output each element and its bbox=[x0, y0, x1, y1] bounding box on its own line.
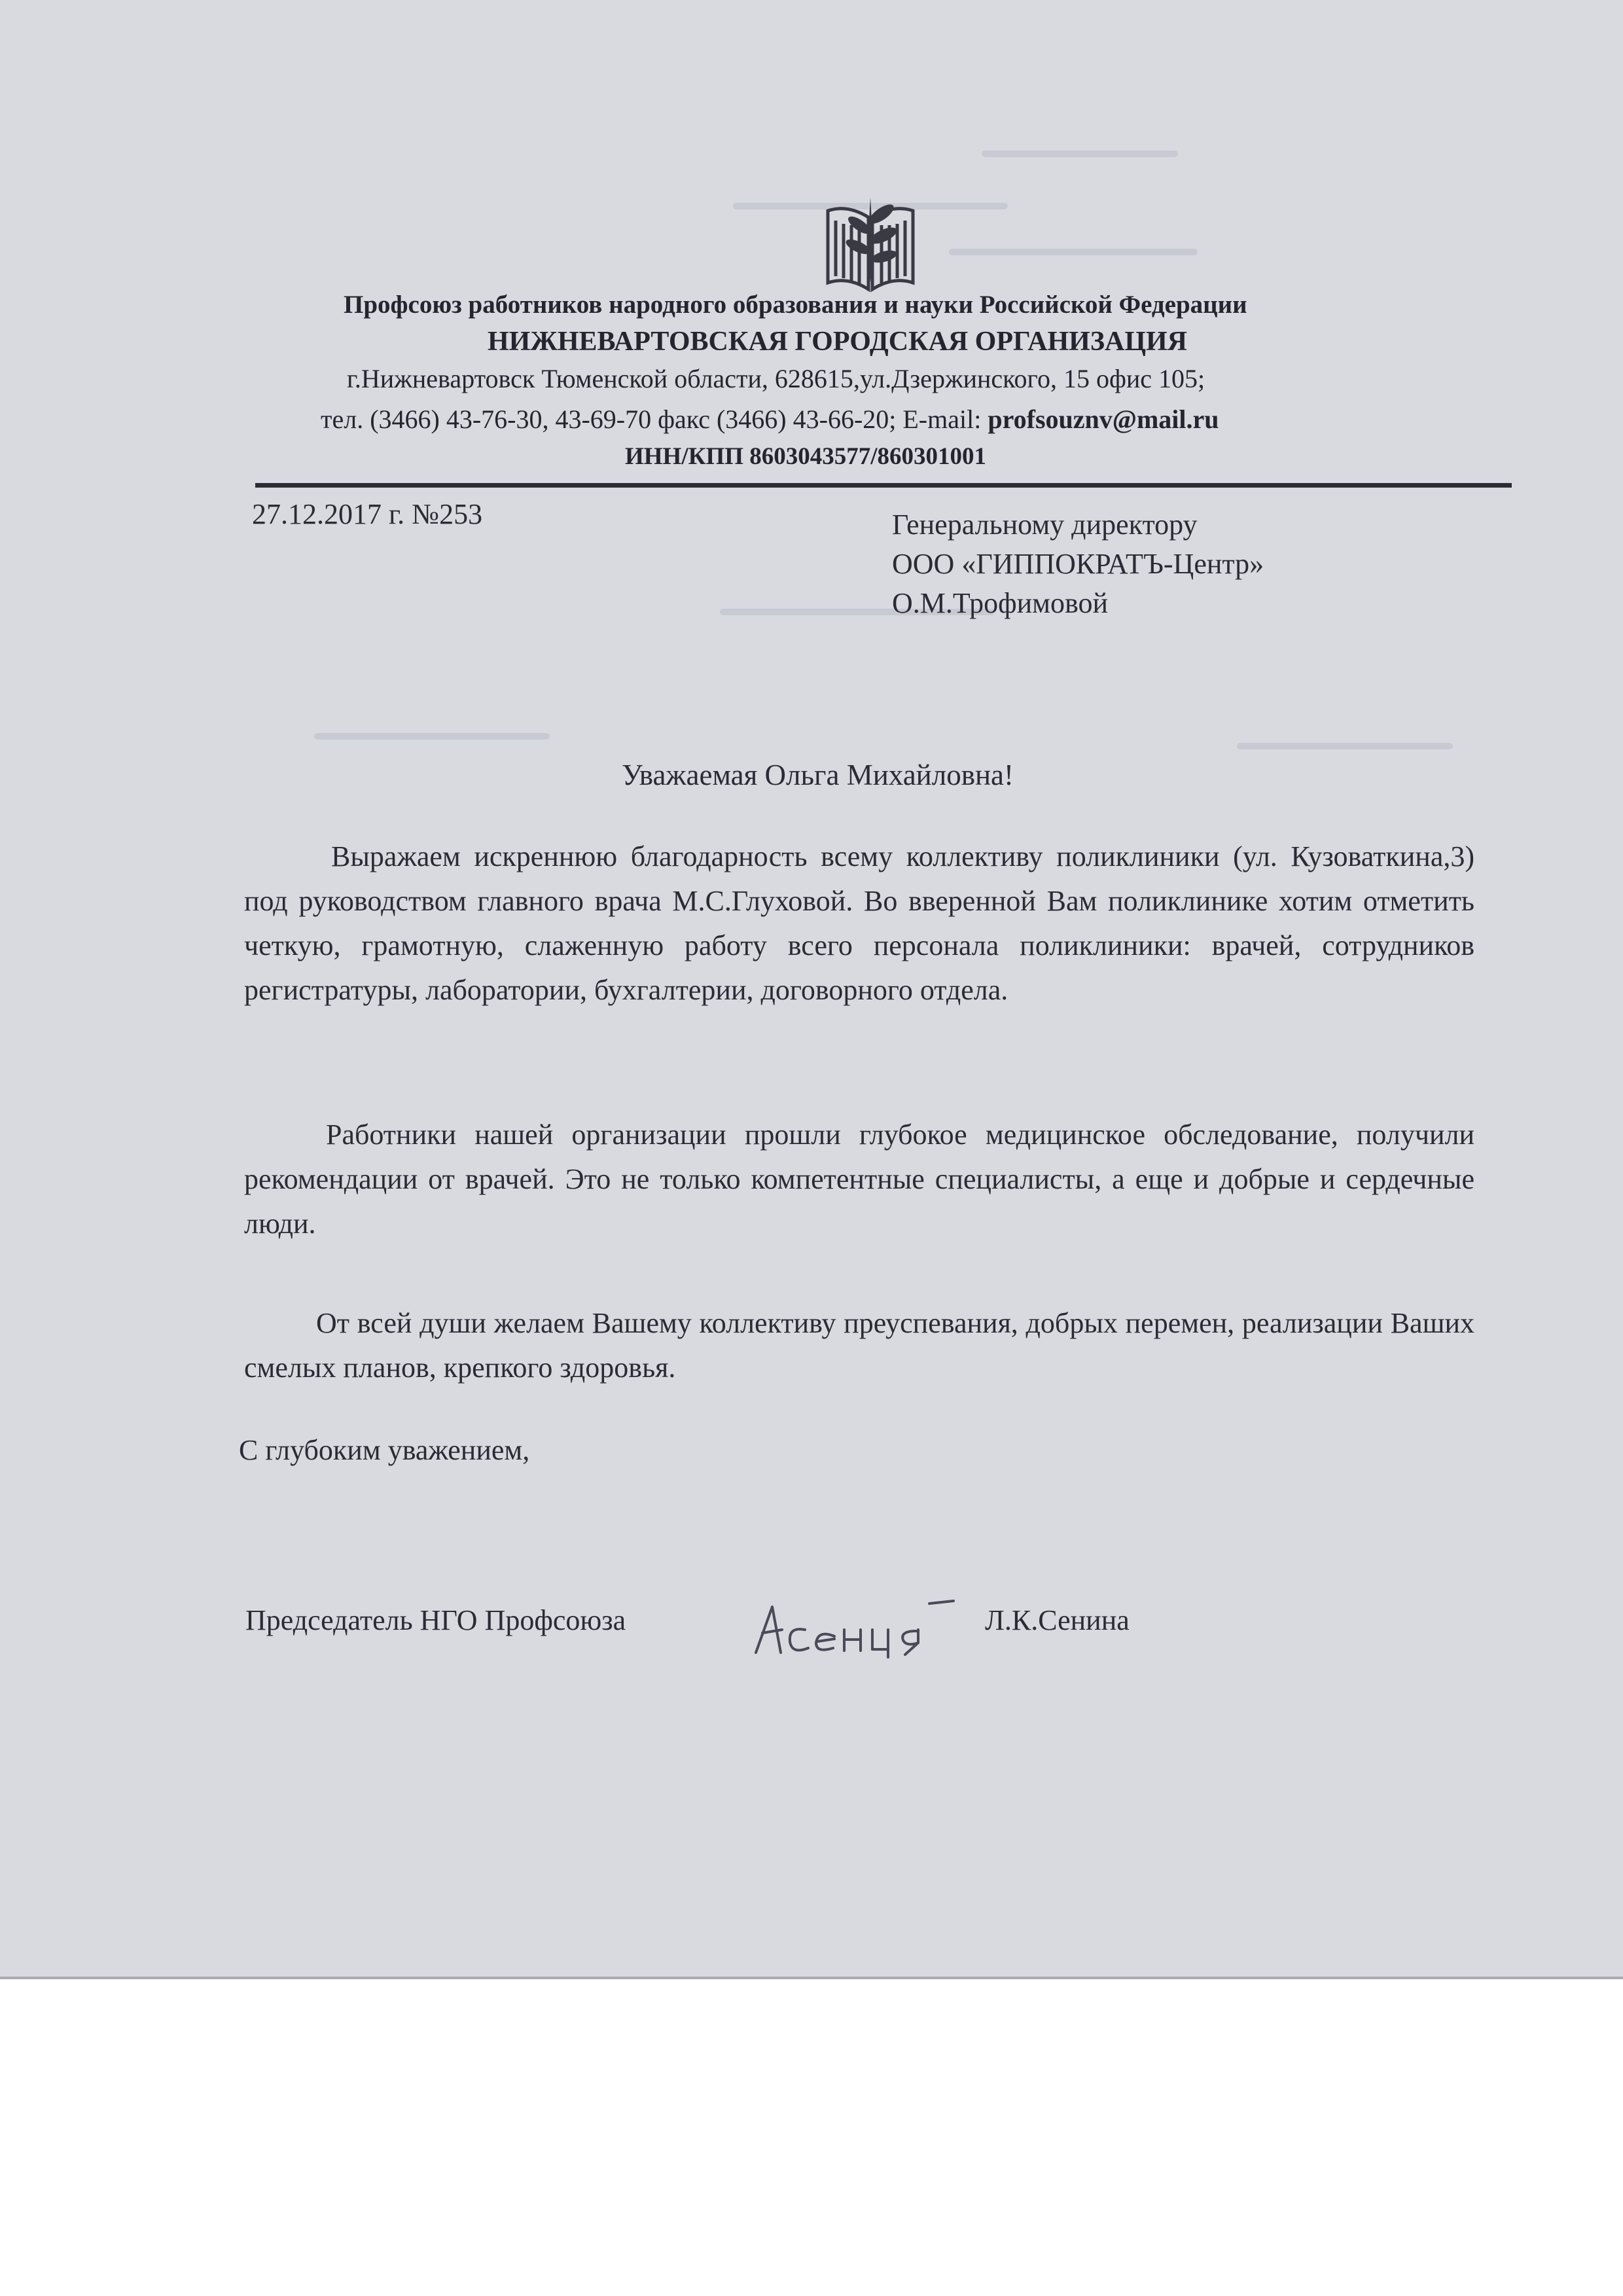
addressee-block bbox=[892, 505, 1264, 623]
bleed-through-mark bbox=[1237, 743, 1453, 749]
union-name: Профсоюз работников народного образования и науки Российской Федерации bbox=[344, 291, 1247, 319]
bleed-through-mark bbox=[314, 733, 550, 740]
letterhead-divider bbox=[255, 483, 1512, 488]
signer-name: Л.К.Сенина bbox=[985, 1604, 1130, 1636]
salutation: Уважаемая Ольга Михайловна! bbox=[622, 759, 1014, 791]
trade-union-book-wheat-icon bbox=[821, 185, 919, 299]
letter-date-number: 27.12.2017 г. №253 bbox=[252, 498, 483, 530]
phone-fax-text: тел. (3466) 43-76-30, 43-69-70 факс (3466) 43-66-20; E-mail: bbox=[321, 404, 988, 434]
signer-title: Председатель НГО Профсоюза bbox=[245, 1604, 626, 1636]
organization-address: г.Нижневартовск Тюменской области, 628615,ул.Дзержинского, 15 офис 105; bbox=[347, 364, 1205, 393]
addressee-position: Генеральному директору bbox=[892, 509, 1198, 541]
scan-bottom-edge bbox=[0, 1977, 1623, 1979]
organization-name: НИЖНЕВАРТОВСКАЯ ГОРОДСКАЯ ОРГАНИЗАЦИЯ bbox=[488, 327, 1187, 357]
addressee-company: ООО «ГИППОКРАТЪ-Центр» bbox=[892, 548, 1264, 580]
body-paragraph: Выражаем искреннюю благодарность всему коллективу поликлиники (ул. Кузоваткина,3) под руководством главного врача М.С.Глуховой. Во вверенной Вам поликлинике хотим отметить четкую, грамотную, слаженную работу всего персонала поликлиники: врачей, сотрудников регистратуры, лаборатории, бухгалтерии, договорного отдела. bbox=[244, 840, 1474, 1006]
bleed-through-mark bbox=[982, 151, 1178, 157]
addressee-name: О.М.Трофимовой bbox=[892, 587, 1109, 619]
body-paragraph: Работники нашей организации прошли глубокое медицинское обследование, получили рекомендации от врачей. Это не только компетентные специалисты, а еще и добрые и сердечные люди. bbox=[244, 1119, 1474, 1240]
closing-phrase: С глубоким уважением, bbox=[239, 1434, 530, 1466]
body-paragraph: От всей души желаем Вашему коллективу преуспевания, добрых перемен, реализации Ваших смелых планов, крепкого здоровья. bbox=[244, 1307, 1474, 1384]
email-address: profsouznv@mail.ru bbox=[988, 404, 1219, 434]
inn-kpp: ИНН/КПП 8603043577/860301001 bbox=[625, 443, 987, 470]
handwritten-signature bbox=[743, 1590, 959, 1662]
bleed-through-mark bbox=[949, 249, 1198, 255]
organization-contacts bbox=[321, 404, 1219, 435]
